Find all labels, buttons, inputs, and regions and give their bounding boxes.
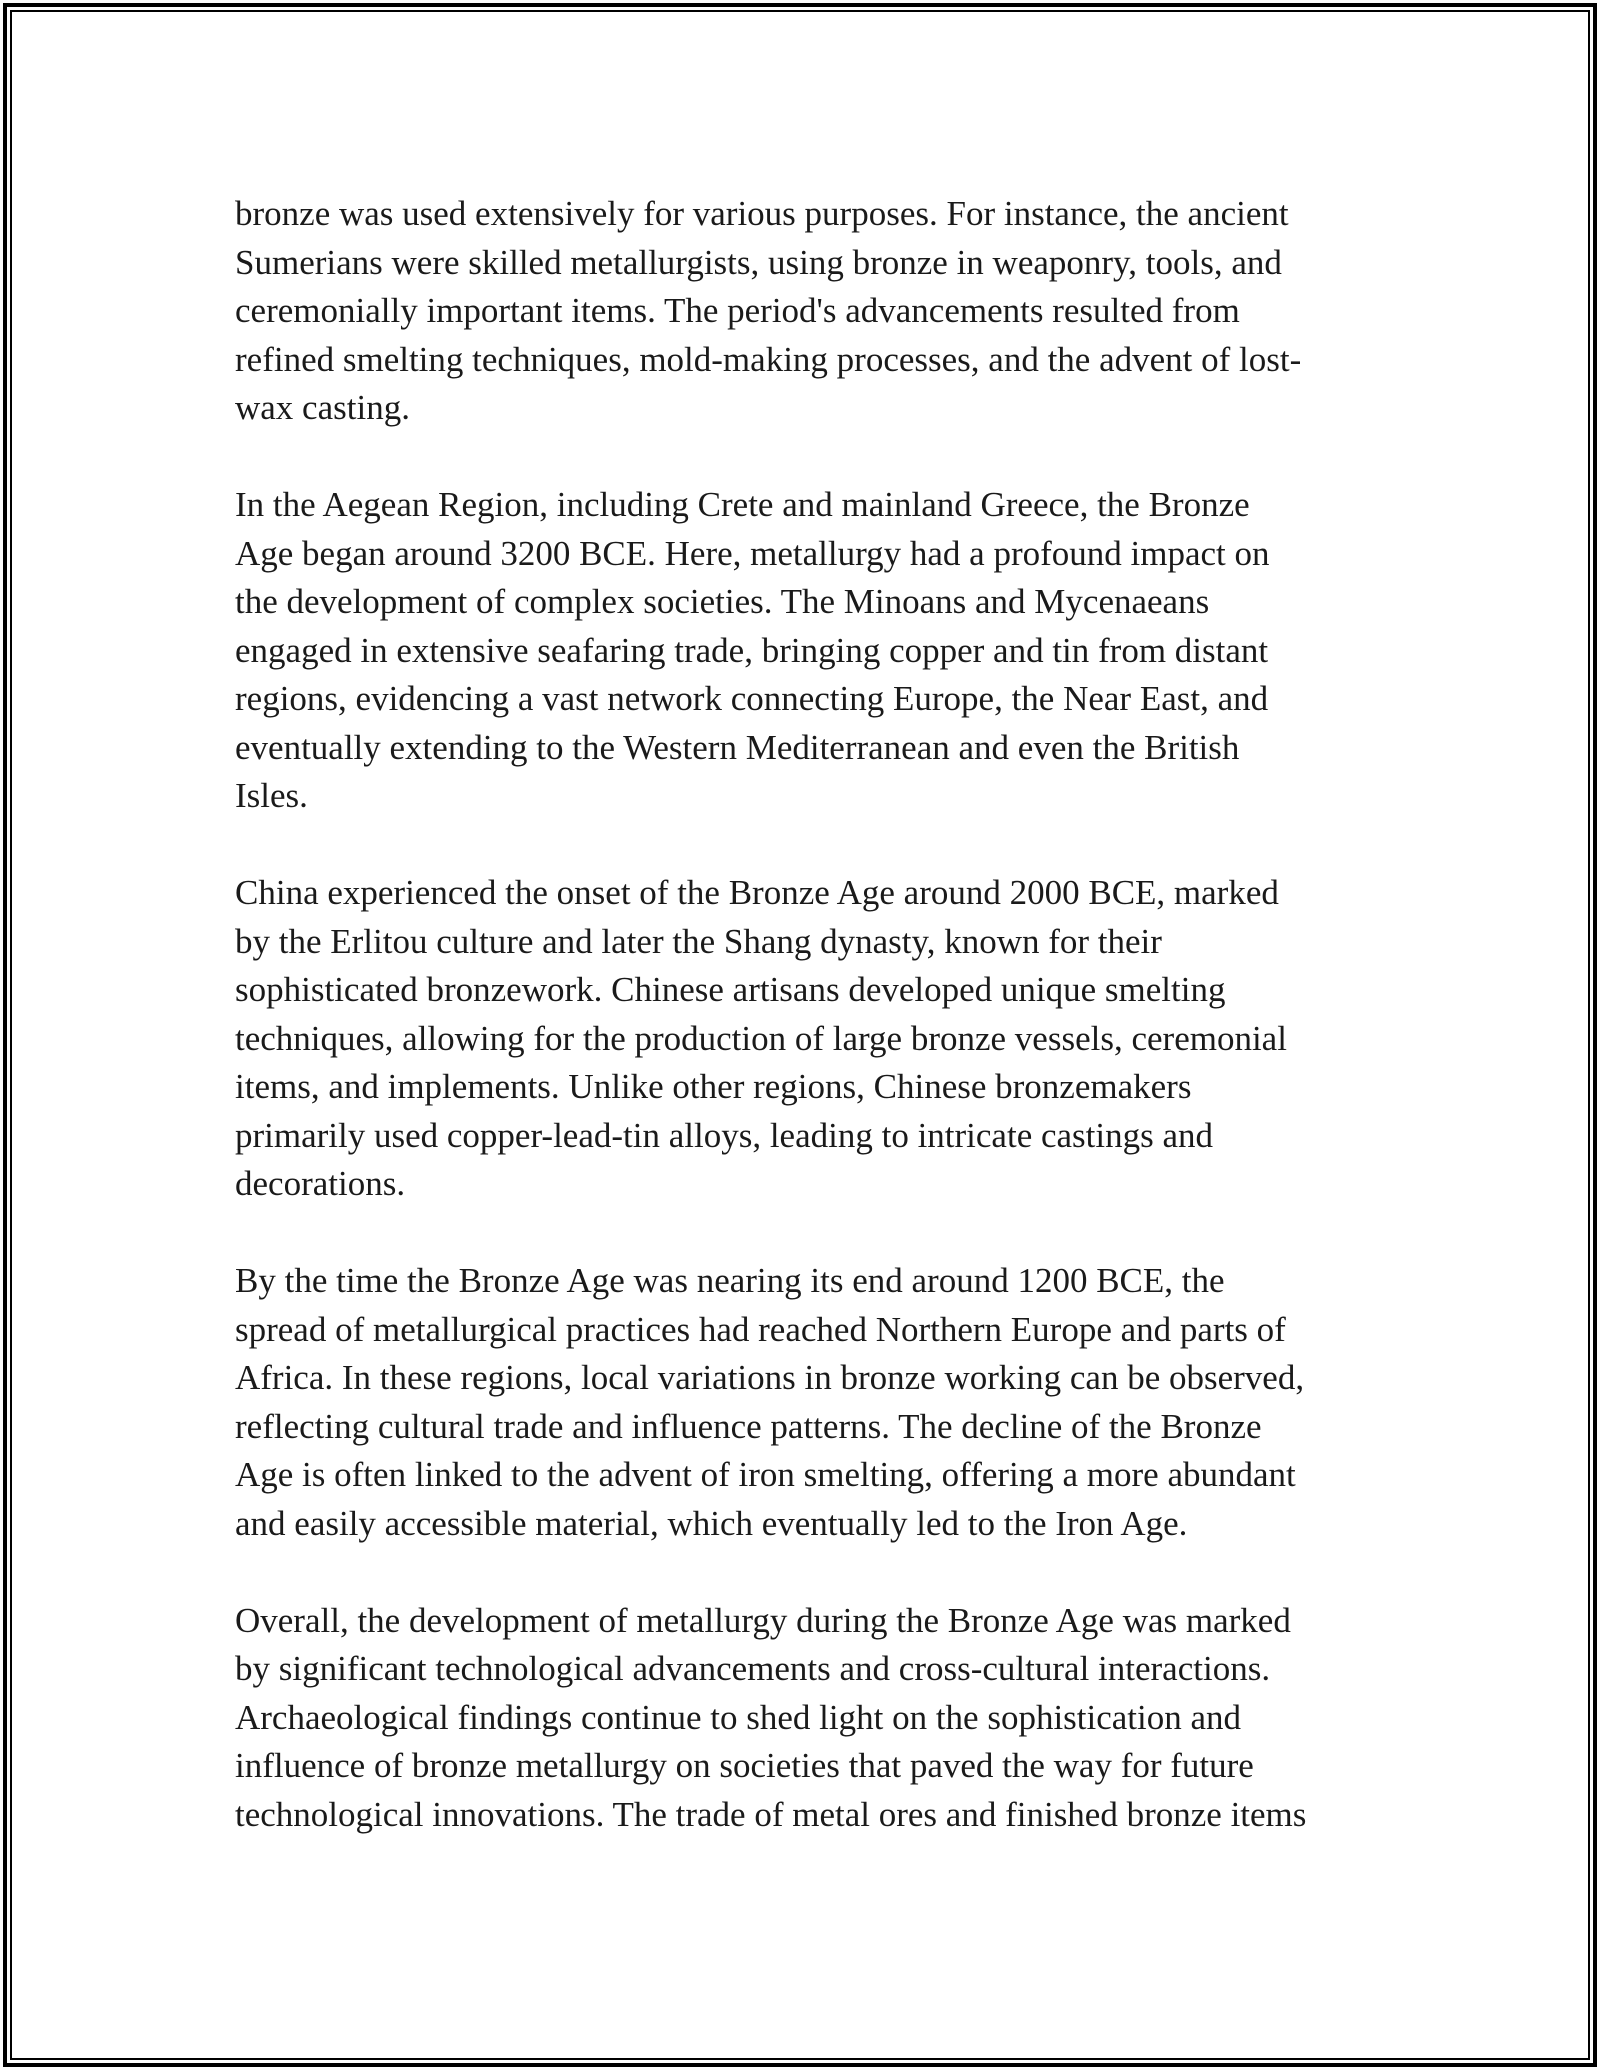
text-line: reflecting cultural trade and influence patterns. The decline of the Bronze xyxy=(235,1406,1262,1446)
text-line: engaged in extensive seafaring trade, bringing copper and tin from distant xyxy=(235,630,1269,670)
text-line: technological innovations. The trade of metal ores and finished bronze items xyxy=(235,1794,1307,1834)
text-line: bronze was used extensively for various purposes. For instance, the ancient xyxy=(235,194,1289,233)
text-line: Age began around 3200 BCE. Here, metallurgy had a profound impact on xyxy=(235,533,1270,573)
text-line: Africa. In these regions, local variations in bronze working can be observed, xyxy=(235,1358,1305,1397)
text-line: wax casting. xyxy=(235,388,410,427)
document-body xyxy=(235,190,1375,1839)
paragraph-4 xyxy=(235,1257,1375,1548)
text-line: regions, evidencing a vast network connecting Europe, the Near East, and xyxy=(235,679,1269,718)
text-line: China experienced the onset of the Bronze Age around 2000 BCE, marked xyxy=(235,873,1279,912)
text-line: spread of metallurgical practices had reached Northern Europe and parts of xyxy=(235,1309,1286,1349)
text-line: influence of bronze metallurgy on societies that paved the way for future xyxy=(235,1746,1254,1785)
paragraph-2 xyxy=(235,481,1375,821)
text-line: By the time the Bronze Age was nearing its end around 1200 BCE, the xyxy=(235,1261,1225,1300)
text-line: techniques, allowing for the production of large bronze vessels, ceremonial xyxy=(235,1018,1287,1058)
text-line: ceremonially important items. The period's advancements resulted from xyxy=(235,291,1240,330)
text-line: by significant technological advancements and cross-cultural interactions. xyxy=(235,1649,1271,1688)
text-line: In the Aegean Region, including Crete and mainland Greece, the Bronze xyxy=(235,485,1250,524)
text-line: Sumerians were skilled metallurgists, using bronze in weaponry, tools, and xyxy=(235,242,1282,282)
paragraph-3 xyxy=(235,869,1375,1209)
text-line: primarily used copper-lead-tin alloys, leading to intricate castings and xyxy=(235,1115,1214,1155)
text-line: Overall, the development of metallurgy during the Bronze Age was marked xyxy=(235,1600,1291,1640)
text-line: refined smelting techniques, mold-making processes, and the advent of lost- xyxy=(235,339,1302,379)
text-line: Isles. xyxy=(235,776,308,815)
text-line: Age is often linked to the advent of iron smelting, offering a more abundant xyxy=(235,1455,1296,1494)
text-line: Archaeological findings continue to shed light on the sophistication and xyxy=(235,1697,1242,1737)
text-line: decorations. xyxy=(235,1164,406,1203)
text-line: by the Erlitou culture and later the Shang dynasty, known for their xyxy=(235,921,1162,961)
text-line: eventually extending to the Western Mediterranean and even the British xyxy=(235,727,1240,767)
paragraph-5 xyxy=(235,1597,1375,1840)
paragraph-1 xyxy=(235,190,1375,433)
text-line: the development of complex societies. The Minoans and Mycenaeans xyxy=(235,582,1210,621)
text-line: and easily accessible material, which eventually led to the Iron Age. xyxy=(235,1503,1188,1543)
text-line: items, and implements. Unlike other regions, Chinese bronzemakers xyxy=(235,1067,1192,1106)
text-line: sophisticated bronzework. Chinese artisans developed unique smelting xyxy=(235,970,1226,1009)
